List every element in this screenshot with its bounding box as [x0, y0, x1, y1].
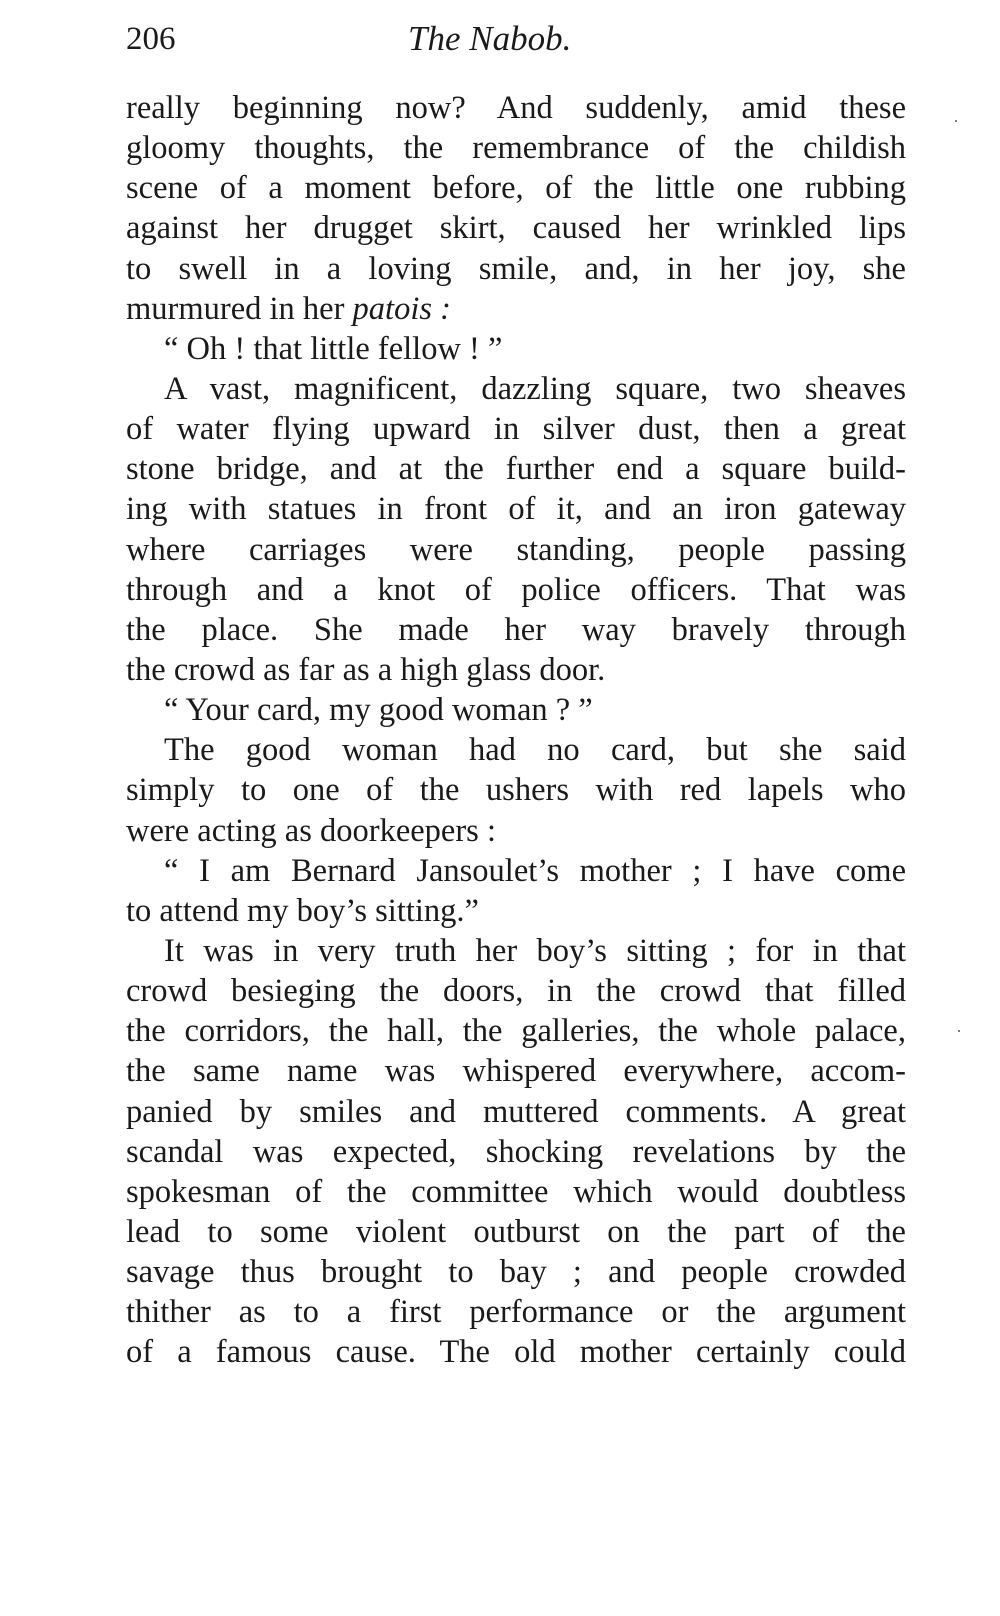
text-line: It was in very truth her boy’s sitting ; for in that	[164, 932, 906, 969]
text-line: the corridors, the hall, the galleries, the whole palace,	[126, 1013, 906, 1050]
paragraph	[126, 931, 906, 1373]
text-line: lead to some violent outburst on the part of the	[126, 1213, 906, 1250]
paragraph	[126, 88, 906, 329]
text-line: were acting as doorkeepers :	[126, 812, 496, 849]
text-line: “ Your card, my good woman ? ”	[164, 692, 593, 729]
text-line: “ I am Bernard Jansoulet’s mother ; I have come	[164, 852, 906, 889]
text-line: simply to one of the ushers with red lapels who	[126, 772, 906, 809]
text-line: crowd besieging the doors, in the crowd that filled	[126, 973, 906, 1010]
body-text	[126, 88, 906, 1373]
text-line: stone bridge, and at the further end a square build-	[126, 451, 906, 488]
paragraph	[126, 851, 906, 931]
paragraph	[126, 730, 906, 850]
text-line: scene of a moment before, of the little one rubbing	[126, 170, 906, 207]
paper-speck	[955, 120, 957, 122]
text-line: against her drugget skirt, caused her wrinkled lips	[126, 210, 906, 247]
text-line: the place. She made her way bravely through	[126, 611, 906, 648]
text-line: “ Oh ! that little fellow ! ”	[164, 330, 503, 367]
text-line: savage thus brought to bay ; and people crowded	[126, 1254, 906, 1291]
running-title: The Nabob.	[408, 19, 572, 58]
text-segment: murmured in her	[126, 290, 353, 327]
text-line: panied by smiles and muttered comments. A great	[126, 1093, 906, 1130]
text-line: The good woman had no card, but she said	[164, 732, 906, 769]
text-line: of a famous cause. The old mother certainly could	[126, 1334, 906, 1371]
text-line: to attend my boy’s sitting.”	[126, 892, 479, 929]
running-head	[126, 14, 906, 64]
text-line: of water flying upward in silver dust, then a great	[126, 411, 906, 448]
text-line: ing with statues in front of it, and an iron gateway	[126, 491, 906, 528]
paragraph	[126, 690, 906, 730]
italic-word: patois :	[352, 290, 451, 327]
text-line: through and a knot of police officers. That was	[126, 571, 906, 608]
text-line: to swell in a loving smile, and, in her joy, she	[126, 250, 906, 287]
paragraph	[126, 369, 906, 690]
paper-speck	[958, 1030, 960, 1032]
paragraph	[126, 329, 906, 369]
text-line: scandal was expected, shocking revelations by the	[126, 1133, 906, 1170]
text-line	[126, 289, 906, 329]
text-line: the crowd as far as a high glass door.	[126, 651, 606, 688]
text-line: really beginning now? And suddenly, amid these	[126, 90, 906, 126]
text-line: the same name was whispered everywhere, accom-	[126, 1053, 906, 1090]
text-line: spokesman of the committee which would doubtless	[126, 1173, 906, 1210]
text-line: gloomy thoughts, the remembrance of the childish	[126, 130, 906, 167]
text-line: thither as to a first performance or the argument	[126, 1294, 906, 1331]
text-line: A vast, magnificent, dazzling square, two sheaves	[164, 370, 906, 407]
text-line: where carriages were standing, people passing	[126, 531, 906, 568]
page-number: 206	[126, 21, 176, 57]
